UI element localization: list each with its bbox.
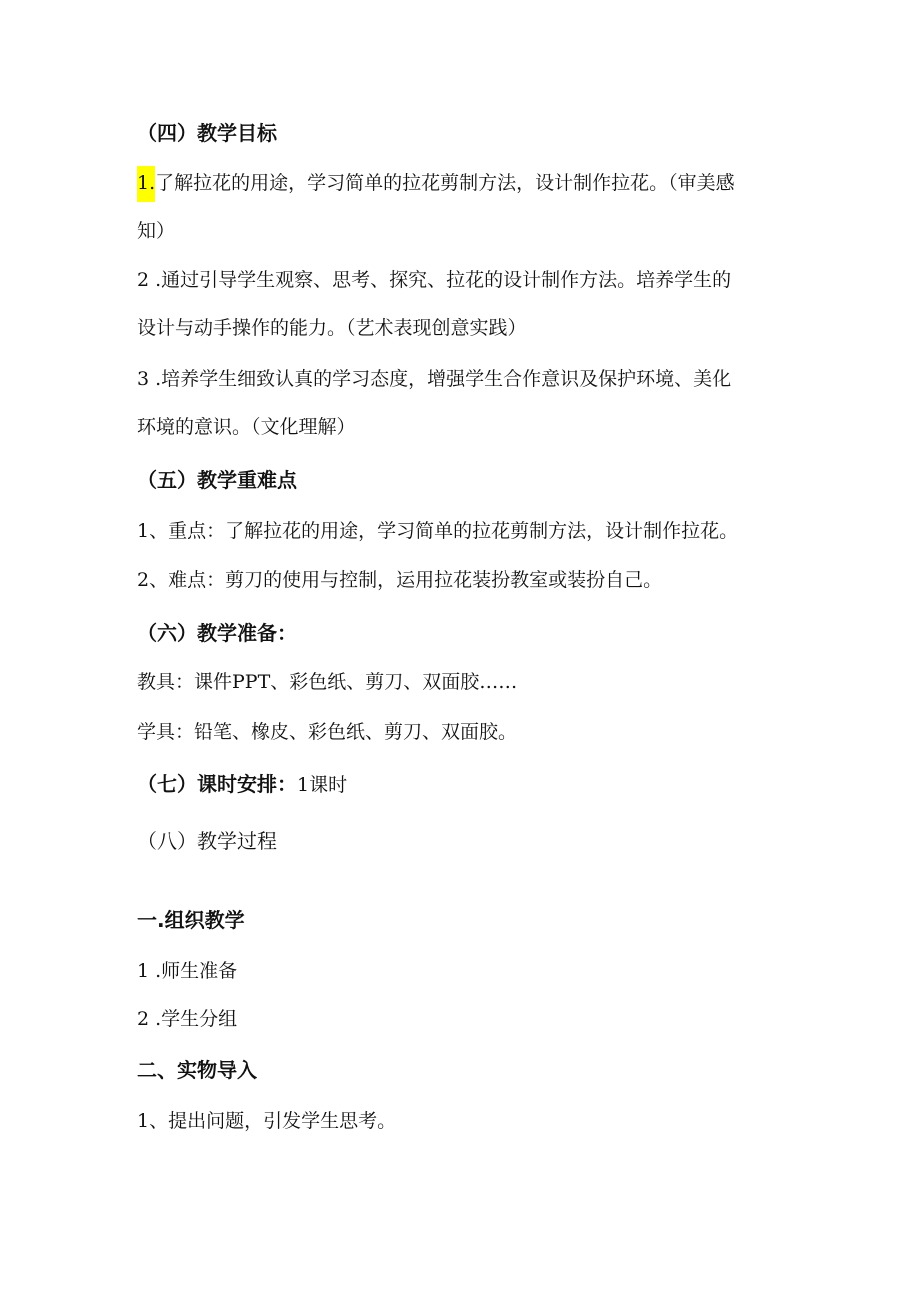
section-8-heading: （八）教学过程 (137, 829, 277, 853)
section-7-heading (137, 771, 347, 798)
goal-2-line: 2 .通过引导学生观察、思考、探究、拉花的设计制作方法。培养学生的 (137, 269, 732, 291)
goal-1-text: 了解拉花的用途，学习简单的拉花剪制方法，设计制作拉花。（审美感 (155, 172, 735, 194)
step-1-heading: 一.组织教学 (137, 908, 245, 932)
step-2-item-1: 1、提出问题，引发学生思考。 (137, 1110, 397, 1132)
section-4-heading: （四）教学目标 (137, 121, 277, 145)
section-7-label: （七）课时安排： (137, 772, 297, 796)
step-2-heading: 二、实物导入 (137, 1058, 257, 1082)
goal-1-line (137, 170, 735, 202)
step-1-item-2: 2 .学生分组 (137, 1008, 238, 1030)
section-6-heading: （六）教学准备： (137, 621, 297, 645)
section-7-value: 1课时 (297, 774, 348, 796)
goal-1-number-highlight: 1. (137, 166, 155, 202)
goal-3-line: 3 .培养学生细致认真的学习态度，增强学生合作意识及保护环境、美化 (137, 368, 732, 390)
goal-1-continuation: 知） (137, 220, 176, 242)
student-tools-line: 学具：铅笔、橡皮、彩色纸、剪刀、双面胶。 (137, 721, 518, 743)
goal-3-continuation: 环境的意识。（文化理解） (137, 416, 356, 438)
goal-2-continuation: 设计与动手操作的能力。（艺术表现创意实践） (137, 317, 527, 339)
teacher-tools-line: 教具：课件PPT、彩色纸、剪刀、双面胶…… (137, 671, 518, 693)
difficult-point-line: 2、难点：剪刀的使用与控制，运用拉花装扮教室或装扮自己。 (137, 569, 663, 591)
section-5-heading: （五）教学重难点 (137, 468, 297, 492)
step-1-item-1: 1 .师生准备 (137, 960, 238, 982)
key-point-line: 1、重点：了解拉花的用途，学习简单的拉花剪制方法，设计制作拉花。 (137, 520, 739, 542)
